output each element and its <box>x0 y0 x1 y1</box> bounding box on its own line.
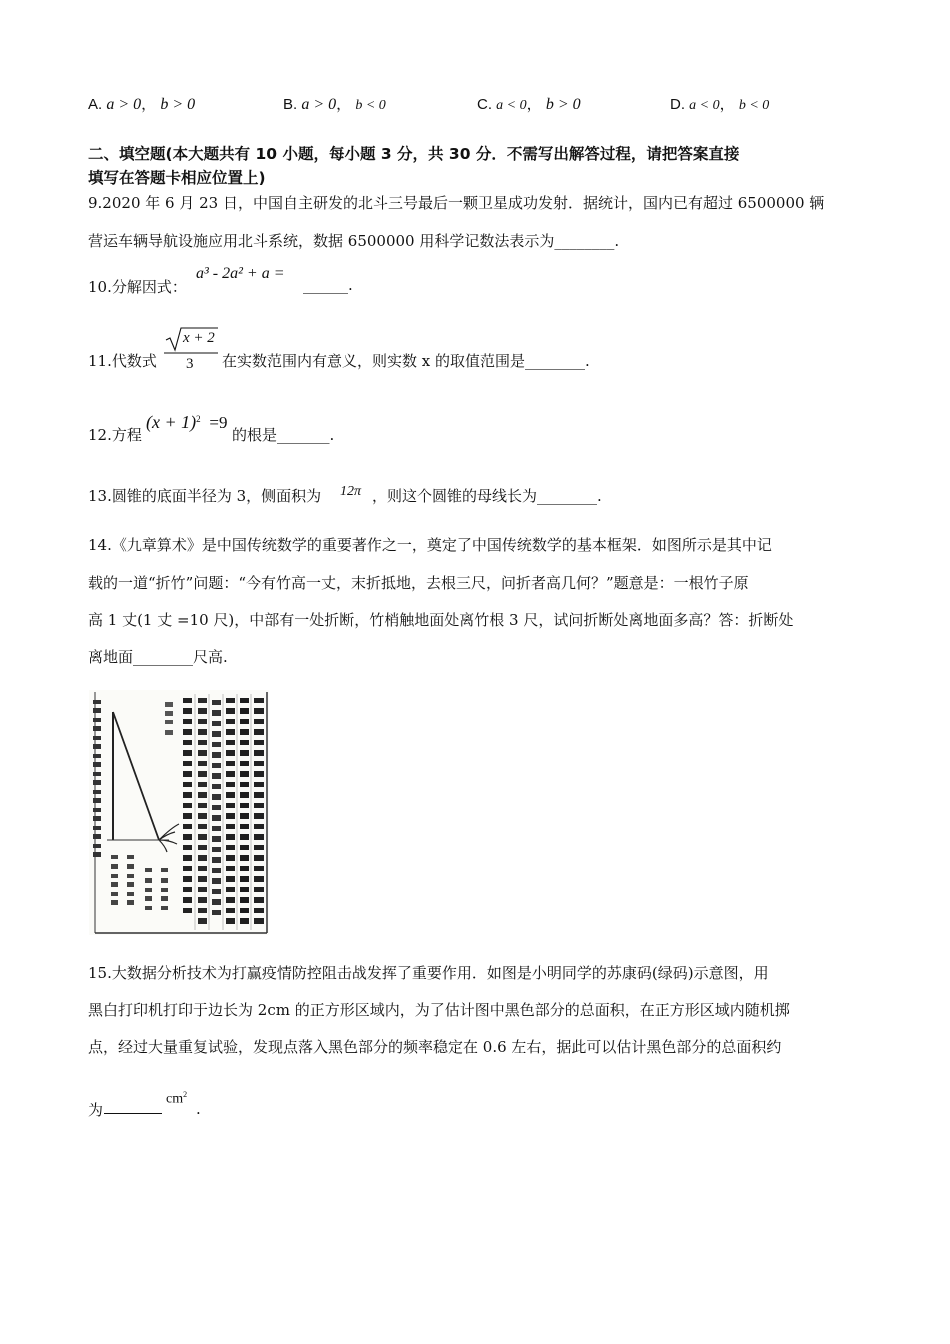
option-b-expr2: b < 0 <box>355 98 386 113</box>
q15-line3: 点，经过大量重复试验，发现点落入黑色部分的频率稳定在 0.6 左右，据此可以估计黑色部分的总面积约 <box>88 1038 782 1056</box>
q11-denominator: 3 <box>186 356 194 372</box>
q9-line1: 9.2020 年 6 月 23 日，中国自主研发的北斗三号最后一颗卫星成功发射．据统计，国内已有超过 6500000 辆 <box>88 194 825 212</box>
ancient-book-illustration <box>89 690 269 935</box>
q13-suffix: ，则这个圆锥的母线长为________. <box>372 487 602 505</box>
q12-suffix: 的根是_______. <box>232 426 335 444</box>
q14-line1: 14.《九章算术》是中国传统数学的重要著作之一，奠定了中国传统数学的基本框架．如图所示是其中记 <box>88 536 772 554</box>
q14-line3: 高 1 丈(1 丈 =10 尺)，中部有一处折断，竹梢触地面处离竹根 3 尺，试问折断处离地面多高？答：折断处 <box>88 611 794 629</box>
option-a <box>88 93 195 114</box>
q12-rhs: =9 <box>209 413 228 432</box>
q13-expression: 12π <box>340 484 362 499</box>
q15-unit-exponent: 2 <box>183 1090 188 1099</box>
option-c-expr1: a < 0 <box>496 98 527 113</box>
option-c-sep: ， <box>526 96 542 113</box>
option-b-sep: ， <box>336 96 352 113</box>
section-heading-line1: 二、填空题(本大题共有 10 小题，每小题 3 分，共 30 分．不需写出解答过程，请把答案直接 <box>88 145 740 163</box>
broken-bamboo-figure <box>89 690 269 935</box>
option-a-sep: ， <box>141 96 157 113</box>
q15-unit <box>166 1090 187 1108</box>
q11-prefix: 11.代数式 <box>88 352 157 370</box>
q15-line2: 黑白打印机打印于边长为 2cm 的正方形区域内，为了估计图中黑色部分的总面积，在正方形区域内随机掷 <box>88 1001 790 1019</box>
q15-line1: 15.大数据分析技术为打赢疫情防控阻击战发挥了重要作用．如图是小明同学的苏康码(绿码)示意图，用 <box>88 964 769 982</box>
option-c-expr2: b > 0 <box>545 96 581 113</box>
option-b <box>283 93 386 114</box>
option-b-expr1: a > 0 <box>301 96 337 113</box>
option-b-label: B. <box>283 96 298 113</box>
option-a-expr2: b > 0 <box>160 96 196 113</box>
option-d-label: D. <box>670 96 685 113</box>
option-a-label: A. <box>88 96 103 113</box>
q15-answer-blank <box>104 1113 162 1114</box>
section-heading-line2: 填写在答题卡相应位置上) <box>88 169 266 187</box>
q10-expression: a³ - 2a² + a = <box>196 265 285 282</box>
q11-suffix: 在实数范围内有意义，则实数 x 的取值范围是________. <box>222 352 590 370</box>
q15-prefix: 为 <box>88 1101 104 1119</box>
q15-unit-text: cm <box>166 1091 184 1107</box>
option-c <box>477 93 581 114</box>
q9-line2: 营运车辆导航设施应用北斗系统，数据 6500000 用科学记数法表示为________. <box>88 232 620 250</box>
option-d-sep: ， <box>719 96 735 113</box>
option-a-expr1: a > 0 <box>106 96 142 113</box>
q14-line2: 载的一道“折竹”问题：“今有竹高一丈，末折抵地，去根三尺，问折者高几何？”题意是：一根竹子原 <box>88 574 749 592</box>
option-d-expr2: b < 0 <box>738 98 770 113</box>
q12-prefix: 12.方程 <box>88 426 142 444</box>
q10-prefix: 10.分解因式： <box>88 278 187 296</box>
option-d <box>670 93 769 114</box>
q11-fraction <box>162 326 220 376</box>
q12-expr: (x + 1) <box>146 412 197 432</box>
q15-end: . <box>196 1100 201 1118</box>
q11-numerator: x + 2 <box>183 330 215 346</box>
q10-blank: ______. <box>303 276 353 294</box>
q12-exponent: 2 <box>196 414 201 424</box>
option-c-label: C. <box>477 96 492 113</box>
option-d-expr1: a < 0 <box>689 98 720 113</box>
q13-prefix: 13.圆锥的底面半径为 3，侧面积为 <box>88 487 322 505</box>
q12-equation <box>146 412 228 433</box>
q14-line4: 离地面________尺高. <box>88 648 228 666</box>
